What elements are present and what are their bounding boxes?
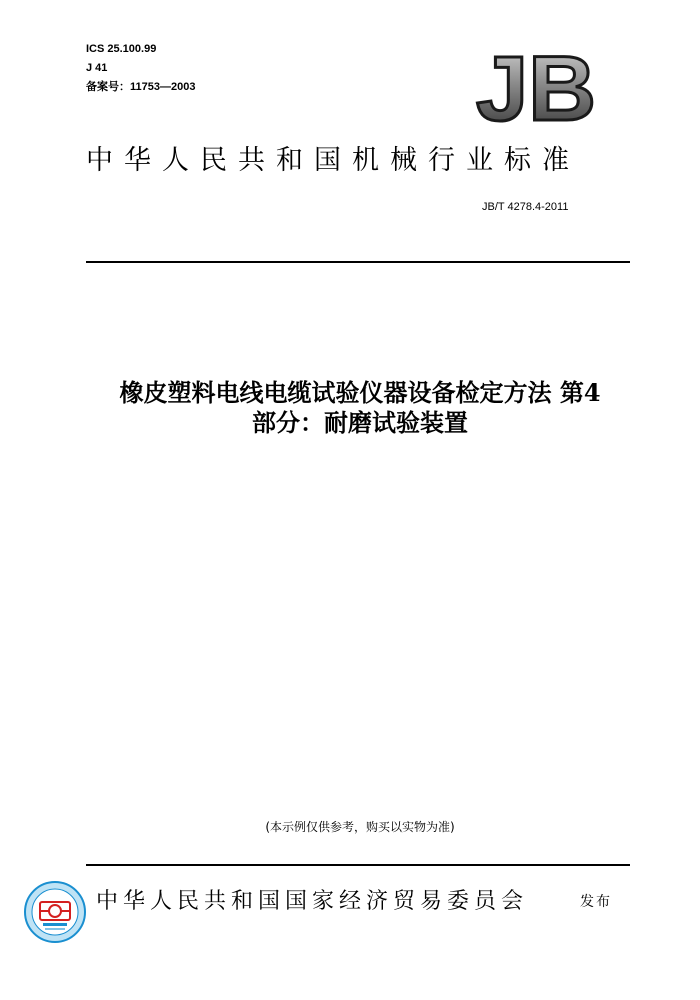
- bottom-divider: [86, 864, 630, 866]
- jb-logo-text: JB: [476, 48, 596, 128]
- document-title-line-1: 橡皮塑料电线电缆试验仪器设备检定方法 第4: [119, 378, 601, 407]
- top-divider: [86, 261, 630, 263]
- standard-number: JB/T 4278.4-2011: [482, 201, 569, 213]
- issuing-authority: 中华人民共和国国家经济贸易委员会: [96, 889, 529, 914]
- ics-code: ICS 25.100.99: [86, 43, 157, 55]
- document-metadata: [86, 40, 195, 97]
- certification-seal-icon: [23, 880, 87, 944]
- ccs-code: J 41: [86, 62, 108, 74]
- document-title-line-2: 部分：耐磨试验装置: [252, 408, 468, 437]
- sample-note: (本示例仅供参考，购买以实物为准): [265, 820, 455, 834]
- issue-label: 发布: [580, 894, 612, 910]
- record-number: 备案号：11753—2003: [86, 81, 196, 93]
- document-title: [60, 378, 660, 438]
- organization-title: 中华人民共和国机械行业标准: [86, 145, 580, 176]
- jb-logo: [470, 48, 600, 128]
